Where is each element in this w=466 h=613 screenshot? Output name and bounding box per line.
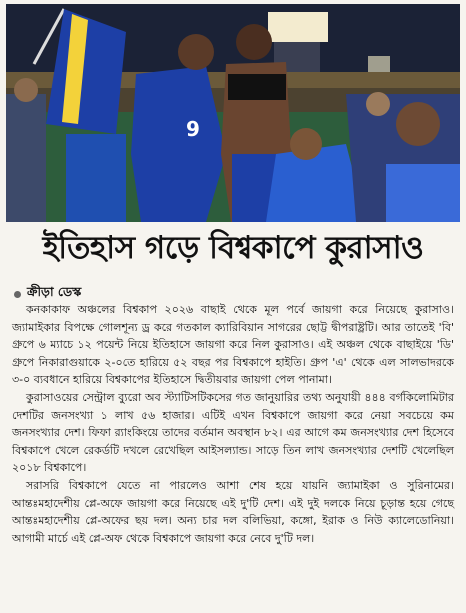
fan-head-right	[396, 102, 440, 146]
player-back	[66, 134, 126, 222]
stadium-light	[268, 12, 328, 42]
news-photo	[6, 4, 460, 222]
player-head-center	[236, 24, 272, 60]
player-head-right	[290, 128, 322, 160]
fan-left	[6, 94, 46, 222]
desk-label: ক্রীড়া ডেস্ক	[27, 284, 82, 299]
paragraph: সরাসরি বিশ্বকাপে যেতে না পারলেও আশা শেষ হয়ে যায়নি জ্যামাইকা ও সুরিনামের। আন্তঃমহাদেশীয় প্লে-অফে জায়গা করে নিয়েছে এই দু'টি দেশ। এই দুই দলকে নিয়ে চূড়ান্ত হয়ে গেছে আন্তঃমহাদেশীয় প্লে-অফের ছয় দল। অন্য চার দল বলিভিয়া, কঙ্গো, ইরাক ও নিউ ক্যালেডোনিয়া। আগামী মার্চে এই প্লে-অফ থেকে বিশ্বকাপে জায়গা করে নেবে দু'টি দল।	[12, 478, 454, 545]
headline: ইতিহাস গড়ে বিশ্বকাপে কুরাসাও	[42, 230, 424, 266]
bullet-icon	[14, 291, 21, 298]
paragraph: কুরাসাওয়ের সেন্ট্রাল ব্যুরো অব স্ট্যাটিসটিকসের গত জানুয়ারির তথ্য অনুযায়ী ৪৪৪ বর্গকিলোমিটার দেশটির জনসংখ্যা ১ লাখ ৫৬ হাজার। এটিই এখন বিশ্বকাপে জায়গা করে নেয়া সবচেয়ে কম জনসংখ্যার দেশ। ফিফা র‍্যাংকিংয়ে তাদের বর্তমান অবস্থান ৮২। এর আগে কম জনসংখ্যার দেশ হিসেবে বিশ্বকাপে খেলে রেকর্ডটি দখলে রেখেছিল আইসল্যান্ড। সাড়ে তিন লাখ জনসংখ্যার দেশটি খেলেছিল ২০১৮ বিশ্বকাপে।	[12, 390, 454, 475]
paragraph: কনকাকাফ অঞ্চলের বিশ্বকাপ ২০২৬ বাছাই থেকে মূল পর্বে জায়গা করে নিয়েছে কুরাসাও। জ্যামাইকার বিপক্ষে গোলশূন্য ড্র করে গতকাল ক্যারিবিয়ান সাগরের ছোট্ট দ্বীপরাষ্ট্রটি। আর তাতেই 'বি' গ্রুপে ৬ ম্যাচে ১২ পয়েন্ট নিয়ে ইতিহাসে জায়গা করে নিল কুরাসাও। এই অঞ্চল থেকে বাছাইয়ে 'ডি' গ্রুপে নিকারাগুয়াকে ২-০তে হারিয়ে ৫২ বছর পর বিশ্বকাপে হাইতি। গ্রুপ 'এ' থেকে এল সালভাদরকে ৩-০ ব্যবধানে হারিয়ে বিশ্বকাপের ইতিহাসে দ্বিতীয়বার জায়গা পেল পানামা।	[12, 303, 454, 387]
jersey-number: 9	[186, 117, 200, 141]
article-body	[12, 301, 454, 547]
player-vest	[228, 74, 286, 100]
fan-shirt	[386, 164, 460, 222]
celebration-photo	[6, 4, 460, 222]
player-head-left	[178, 34, 214, 70]
fan-left-head	[14, 78, 38, 102]
headline-block	[0, 222, 466, 278]
fan-head-right-2	[366, 92, 390, 116]
